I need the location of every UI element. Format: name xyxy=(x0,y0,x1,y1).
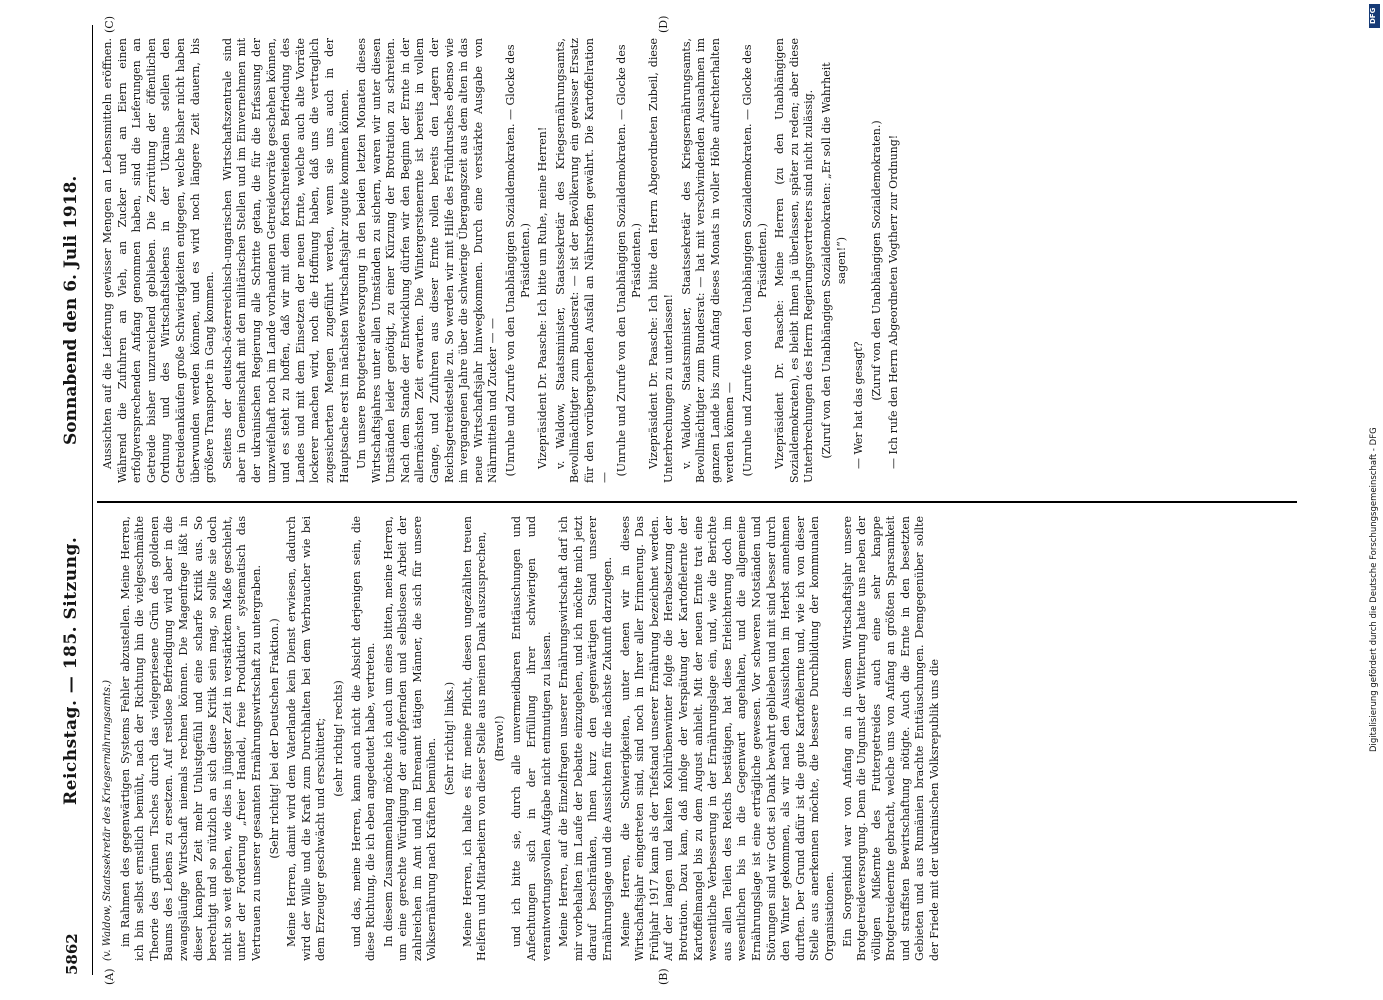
margin-mark-c: (C) xyxy=(103,16,116,33)
margin-mark-d: (D) xyxy=(657,15,670,33)
reaction: (Unruhe und Zurufe von den Unabhängigen Sozialdemokraten. — Glocke des Präsidenten.) xyxy=(504,44,532,477)
session-title: Reichstag. — 185. Sitzung. xyxy=(61,536,81,805)
paragraph: und ich bitte sie, durch alle unvermeidbaren Enttäuschungen und Anfechtungen sich in der Erfüllung ihrer schwierigen und verantwortungsvollen Aufgabe nicht entmutigen zu lassen. xyxy=(510,516,553,961)
paragraph: Um unsere Brotgetreideversorgung in den beiden letzten Monaten dieses Wirtschaftsjahres unter allen Umständen zu sichern, waren wir unter diesen Umständen leider genötigt, zu einer Kürzung der Brotration zu schreiten. Nach dem Stande der Entwicklung dürfen wir den Beginn der Ernte in der allernächsten Zeit erwarten. Die Wintergerstenernte ist bereits in vollem Gange, und Zufuhren aus dieser Ernte rollen bereits den Lagern der Reichsgetreidestelle zu. So werden wir mit Hilfe des Frühdrusches ebenso wie im vergangenen Jahre über die schwierige Übergangszeit aus dem alten in das neue Wirtschaftsjahr hinwegkommen. Durch eine verstärkte Ausgabe von Nährmitteln und Zucker — — xyxy=(355,38,500,483)
reaction: (sehr richtig! rechts) xyxy=(331,680,345,797)
reaction: (Unruhe und Zurufe von den Unabhängigen Sozialdemokraten. — Glocke des Präsidenten.) xyxy=(615,44,643,477)
speaker-paragraph: Vizepräsident Dr. Paasche: Ich bitte den Herrn Abgeordneten Zubeil, diese Unterbrechungen zu unterlassen! xyxy=(647,38,675,483)
paragraph: Meine Herren, damit wird dem Vaterlande kein Dienst erwiesen, dadurch wird der Wille und die Kraft zum Durchhalten bei dem Verbraucher wie bei dem Erzeuger geschwächt und erschüttert; xyxy=(285,516,328,961)
dfg-logo: DFG xyxy=(1369,4,1380,28)
rotated-document-page xyxy=(57,15,1307,985)
paragraph: im Rahmen des gegenwärtigen Systems Fehler abzustellen. Meine Herren, ich bin selbst ernstlich bemüht, nach der Richtung hin die vielgeschmähte Theorie des grünen Tisches durch das vielgepriesene Grün des goldenen Baums des Lebens zu ersetzen. Auf restlose Befriedigung wird aber in die zwangsläufige Wirtschaft niemals rechnen können. Die Magenfrage läßt in dieser knappen Zeit mehr Unlustgefühl und eine scharfe Kritik aus. So berechtigt und so nützlich an sich diese Kritik sein mag, so sollte sie doch nicht so weit gehen, wie dies in jüngster Zeit in verstärktem Maße geschieht, unter der Forderung „freier Handel, freie Produktion“ systematisch das Vertrauen zu unserer gesamten Ernährungswirtschaft zu untergraben. xyxy=(118,516,263,961)
page-number: 5862 xyxy=(63,933,81,975)
paragraph: Meine Herren, ich halte es für meine Pflicht, diesen ungezählten treuen Helfern und Mitarbeitern von dieser Stelle aus meinen Dank auszusprechen, xyxy=(460,516,489,961)
page-header xyxy=(57,25,97,975)
paragraph: und das, meine Herren, kann auch nicht die Absicht derjenigen sein, die diese Richtung, die ich eben angedeutet habe, vertreten. xyxy=(349,516,378,961)
paragraph: Aussichten auf die Lieferung gewisser Mengen an Lebensmitteln eröffnen. Während die Zufuhren an Vieh, an Zucker und an Eiern einen erfolgversprechenden Anfang genommen haben, sind die Lieferungen an Getreide bisher unzureichend geblieben. Die Zerrüttung der öffentlichen Ordnung und des Wirtschaftslebens in der Ukraine stellen den Getreideankäufen große Schwierigkeiten entgegen, welche bisher nicht haben überwunden werden können, und es wird noch längere Zeit dauern, bis größere Transporte in Gang kommen. xyxy=(101,38,217,483)
paragraph: Meine Herren, auf die Einzelfragen unserer Ernährungswirtschaft darf ich mir vorbehalten im Laufe der Debatte einzugehen, und ich möchte mich jetzt darauf beschränken, Ihnen kurz den gegenwärtigen Stand unserer Ernährungslage und die Aussichten für die nächste Zukunft darzulegen. xyxy=(557,516,614,961)
reaction: (Bravo!) xyxy=(492,715,506,762)
speaker-paragraph: v. Waldow, Staatsminister, Staatssekretär des Kriegsernährungsamts, Bevollmächtigter zum Bundesrat: — hat mit verschwindenden Ausnahmen im ganzen Lande bis zum Anfang dieses Monats in voller Höhe aufrechterhalten werden können — xyxy=(679,38,737,483)
column-divider xyxy=(97,501,1297,503)
reaction: (Zuruf von den Unabhängigen Sozialdemokraten.) xyxy=(869,120,883,401)
right-column xyxy=(101,38,1291,483)
paragraph: In diesem Zusammenhang möchte ich auch um eines bitten, meine Herren, um eine gerechte Würdigung der aufopfernden und selbstlosen Arbeit der zahlreichen im Amt und im Ehrenamt tätigen Männer, die sich für unsere Volksernährung nach Kräften bemühen. xyxy=(381,516,439,961)
speaker-paragraph: v. Waldow, Staatsminister, Staatssekretär des Kriegsernährungsamts, Bevollmächtigter zum Bundesrat: — ist der Bevölkerung ein gewisser Ersatz für den vorübergehenden Ausfall an Nährstoffen gewährt. Die Kartoffelration — xyxy=(553,38,611,483)
reaction: (Zuruf von den Unabhängigen Sozialdemokraten: „Er soll die Wahrheit sagen!“) xyxy=(819,62,848,459)
running-head: (v. Waldow, Staatssekretär des Kriegsernährungsamts.) xyxy=(102,679,113,961)
margin-mark-a: (A) xyxy=(103,968,116,985)
paragraph: Seitens der deutsch-österreichisch-ungarischen Wirtschaftszentrale sind aber in Gemeinschaft mit den militärischen Stellen und im Einvernehmen mit der ukrainischen Regierung alle Schritte getan, die für die Erfassung der unzweifelhaft noch im Lande vorhandenen Getreidevorräte geschehen können, und es steht zu hoffen, daß wir mit dem fortschreitenden Befriedung des Landes und mit dem Einsetzen der neuen Ernte, welche auch alte Vorräte lockerer machen wird, noch die Hoffnung haben, daß uns die vertraglich zugesicherten Mengen zugeführt werden, wenn sie uns auch in der Hauptsache erst im nächsten Wirtschaftsjahr zugute kommen können. xyxy=(220,38,351,483)
header-rule xyxy=(92,25,93,975)
left-column xyxy=(101,516,1291,961)
reaction: (Sehr richtig! links.) xyxy=(443,681,457,796)
margin-mark-b: (B) xyxy=(657,968,670,985)
reaction: (Unruhe und Zurufe von den Unabhängigen Sozialdemokraten. — Glocke des Präsidenten.) xyxy=(740,44,769,477)
session-date: Sonnabend den 6. Juli 1918. xyxy=(61,175,81,445)
paragraph: Ein Sorgenkind war von Anfang an in diesem Wirtschaftsjahr unsere Brotgetreideversorgung. Denn die Ungunst der Witterung hatte uns neben der völligen Mißernte des Futtergetreides auch eine sehr knappe Brotgetreideernte gebracht, welche uns von Anfang an größten Sparsamkeit und straffsten Bewirtschaftung nötigte. Auch die Ernte in den besetzten Gebieten und aus Rumänien brachte Enttäuschungen. Demgegenüber sollte der Friede mit der ukrainischen Volksrepublik uns die xyxy=(840,516,942,961)
reaction: (Sehr richtig! bei der Deutschen Fraktion.) xyxy=(267,618,281,859)
speaker-paragraph: — Ich rufe den Herrn Abgeordneten Vogtherr zur Ordnung! xyxy=(887,134,901,469)
paragraph: Meine Herren, die Schwierigkeiten, unter denen wir in dieses Wirtschaftsjahr eingetreten sind, sind noch in Ihrer aller Erinnerung. Das Frühjahr 1917 kann als der Tiefstand unserer Ernährung bezeichnet werden. Auf der langen und kalten Kohlrübenwinter folgte die Herabsetzung der Brotration. Dazu kam, daß infolge der Verspätung der Kartoffelernte der Kartoffelmangel bis zu dem August anhielt. Mit der neuen Ernte trat eine wesentliche Verbesserung in der Ernährungslage ein, und, wie die Berichte aus allen Teilen des Reichs bestätigen, hat diese Erleichterung doch im wesentlichen bis in die Gegenwart angehalten, und die allgemeine Ernährungslage ist eine erträgliche gewesen. Vor schweren Notständen und Störungen sind wir Gott sei Dank bewahrt geblieben und mit sind besser durch den Winter gekommen, als wir nach den Aussichten im Herbst annehmen durften. Der Grund dafür ist die gute Kartoffelernte und, wie ich von dieser Stelle aus anerkennen möchte, die bessere Durchbildung der kommunalen Organisationen. xyxy=(618,516,836,961)
digitization-credit: Digitalisierung gefördert durch die Deutsche Forschungsgemeinschaft - DFG xyxy=(1369,427,1379,752)
speaker-paragraph: Vizepräsident Dr. Paasche: Ich bitte um Ruhe, meine Herren! xyxy=(536,126,550,469)
speaker-paragraph: Vizepräsident Dr. Paasche: Meine Herren (zu den Unabhängigen Sozialdemokraten), es bleibt Ihnen ja überlassen, später zu reden; aber diese Unterbrechungen des Herrn Regierungsvertreters sind nicht zulässig. xyxy=(773,38,816,483)
speaker-paragraph: — Wer hat das gesagt? xyxy=(852,341,866,469)
